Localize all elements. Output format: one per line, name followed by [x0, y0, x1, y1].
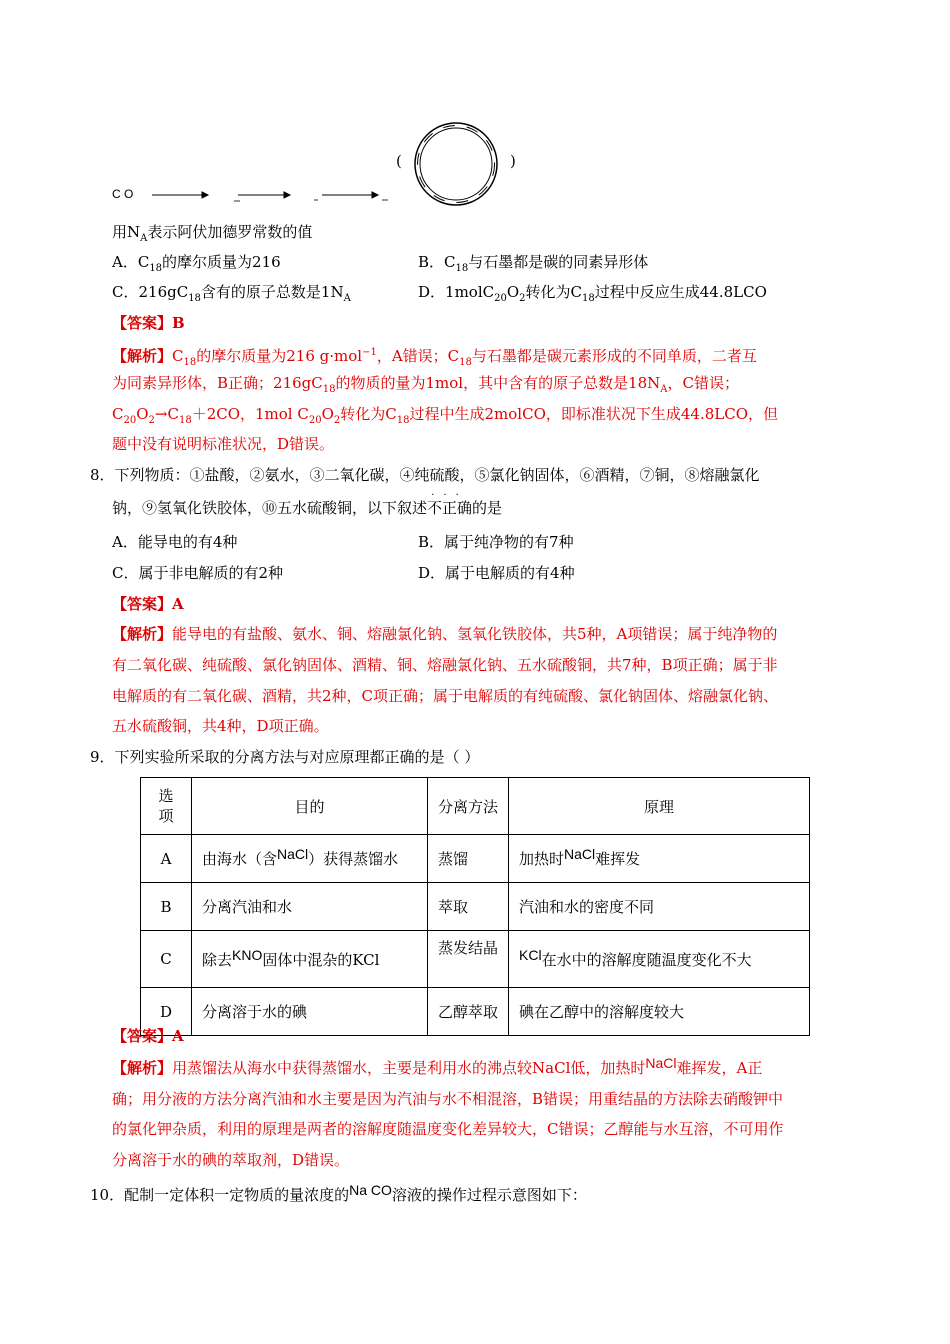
- row-principle: 碘在乙醇中的溶解度较大: [509, 988, 810, 1036]
- table-row: [141, 988, 810, 1036]
- q9-answer: 【答案】A: [112, 1027, 184, 1045]
- q7-option-c: C．$216gC_{18}$含有的原子总数是$1N_A$: [112, 283, 351, 304]
- ring-triple: [418, 126, 495, 203]
- q7-intro: 用$N_A$表示阿伏加德罗常数的值: [112, 223, 313, 244]
- q7-option-a: A．$C_{18}$的摩尔质量为216: [112, 253, 281, 274]
- paren-left: (: [396, 152, 402, 170]
- q7-explanation-line-3: $C_{20}O_2\to C_{18}+2CO$，1mol $C_{20}O_2$转化为$C_{18}$过程中生成2molCO，即标准状况下生成44.8LCO，但: [112, 405, 779, 426]
- q10-stem: 10．配制一定体积一定物质的量浓度的Na CO溶液的操作过程示意图如下：: [90, 1182, 587, 1204]
- header-principle: 原理: [509, 778, 810, 835]
- row-option: D: [141, 988, 192, 1036]
- q8-option-d: D．属于电解质的有4种: [418, 564, 575, 582]
- header-purpose: 目的: [192, 778, 428, 835]
- faint-mark-1: [234, 200, 240, 202]
- row-principle: KCl在水中的溶解度随温度变化不大: [509, 931, 810, 988]
- row-principle: 加热时NaCl难挥发: [509, 835, 810, 883]
- table-row: [141, 883, 810, 931]
- q9-explanation-line-1: 【解析】用蒸馏法从海水中获得蒸馏水，主要是利用水的沸点较NaCl低，加热时NaCl难挥发，A正: [112, 1055, 763, 1077]
- q7-option-b: B．$C_{18}$与石墨都是碳的同素异形体: [418, 253, 649, 274]
- q7-explanation-line-1: 【解析】$C_{18}$的摩尔质量为216 g·mol$^{-1}$，A错误；$C_{18}$与石墨都是碳元素形成的不同单质，二者互: [112, 347, 757, 368]
- q7-answer: 【答案】B: [112, 314, 185, 332]
- row-method: 萃取: [428, 883, 509, 931]
- q8-explanation-line-3: 电解质的有二氧化碳、酒精，共2种，C项正确；属于电解质的有纯硫酸、氯化钠固体、熔融氯化钠、: [112, 687, 779, 705]
- q7-explanation-line-4: 题中没有说明标准状况，D错误。: [112, 435, 335, 453]
- scheme-start-formula: C O: [112, 187, 134, 201]
- row-method: 乙醇萃取: [428, 988, 509, 1036]
- q8-option-b: B．属于纯净物的有7种: [418, 533, 574, 551]
- row-principle: 汽油和水的密度不同: [509, 883, 810, 931]
- faint-mark-2: [314, 199, 318, 201]
- ring-inner: [420, 128, 492, 200]
- q8-stem-line-2: 钠，⑨氢氧化铁胶体，⑩五水硫酸铜，以下叙述 ··· 不正确的是: [112, 490, 503, 517]
- q9-explanation-line-4: 分离溶于水的碘的萃取剂，D错误。: [112, 1151, 350, 1169]
- c18-ring-structure: [408, 116, 504, 212]
- row-purpose: 除去KNO固体中混杂的KCl: [192, 931, 428, 988]
- q8-answer: 【答案】A: [112, 595, 184, 613]
- ring-outer: [415, 123, 497, 205]
- arrow-3-head: [372, 192, 378, 198]
- q7-option-d: D．$1molC_{20}O_2$转化为$C_{18}$过程中反应生成44.8LCO: [418, 283, 767, 304]
- row-purpose: 由海水（含NaCl）获得蒸馏水: [192, 835, 428, 883]
- arrow-1-head: [202, 192, 208, 198]
- q9-explanation-line-2: 确；用分液的方法分离汽油和水主要是因为汽油与水不相混溶，B错误；用重结晶的方法除去硝酸钾中: [112, 1090, 784, 1108]
- row-method: 蒸发结晶: [428, 931, 509, 988]
- faint-mark-3: [382, 199, 388, 201]
- q8-option-c: C．属于非电解质的有2种: [112, 564, 284, 582]
- header-option: 选 项: [141, 778, 192, 835]
- separation-methods-table: [140, 777, 810, 1036]
- q9-explanation-line-3: 的氯化钾杂质，利用的原理是两者的溶解度随温度变化差异较大，C错误；乙醇能与水互溶，不可用作: [112, 1120, 784, 1138]
- table-row: [141, 931, 810, 988]
- row-purpose: 分离溶于水的碘: [192, 988, 428, 1036]
- row-purpose: 分离汽油和水: [192, 883, 428, 931]
- table-header-row: [141, 778, 810, 835]
- q8-stem-line-1: 8．下列物质：①盐酸，②氨水，③二氧化碳，④纯硫酸，⑤氯化钠固体，⑥酒精，⑦铜，⑧熔融氯化: [90, 466, 760, 484]
- table-row: [141, 835, 810, 883]
- q8-explanation-line-4: 五水硫酸铜，共4种，D项正确。: [112, 717, 329, 735]
- row-option: C: [141, 931, 192, 988]
- row-option: A: [141, 835, 192, 883]
- q9-stem: 9．下列实验所采取的分离方法与对应原理都正确的是（ ）: [90, 748, 480, 766]
- row-method: 蒸馏: [428, 835, 509, 883]
- emphasis-not-correct: ··· 不正确: [427, 490, 473, 517]
- q8-explanation-line-2: 有二氧化碳、纯硫酸、氯化钠固体、酒精、铜、熔融氯化钠、五水硫酸铜，共7种，B项正确；属于非: [112, 656, 778, 674]
- arrow-2-head: [284, 192, 290, 198]
- q8-option-a: A．能导电的有4种: [112, 533, 238, 551]
- header-method: 分离方法: [428, 778, 509, 835]
- paren-right: ): [510, 152, 516, 170]
- q7-explanation-line-2: 为同素异形体，B正确；$216gC_{18}$的物质的量为1mol，其中含有的原子总数是$18N_A$，C错误；: [112, 374, 739, 395]
- q8-explanation-line-1: 【解析】能导电的有盐酸、氨水、铜、熔融氯化钠、氢氧化铁胶体，共5种，A项错误；属于纯净物的: [112, 625, 778, 643]
- row-option: B: [141, 883, 192, 931]
- scheme-arrows: [150, 188, 390, 202]
